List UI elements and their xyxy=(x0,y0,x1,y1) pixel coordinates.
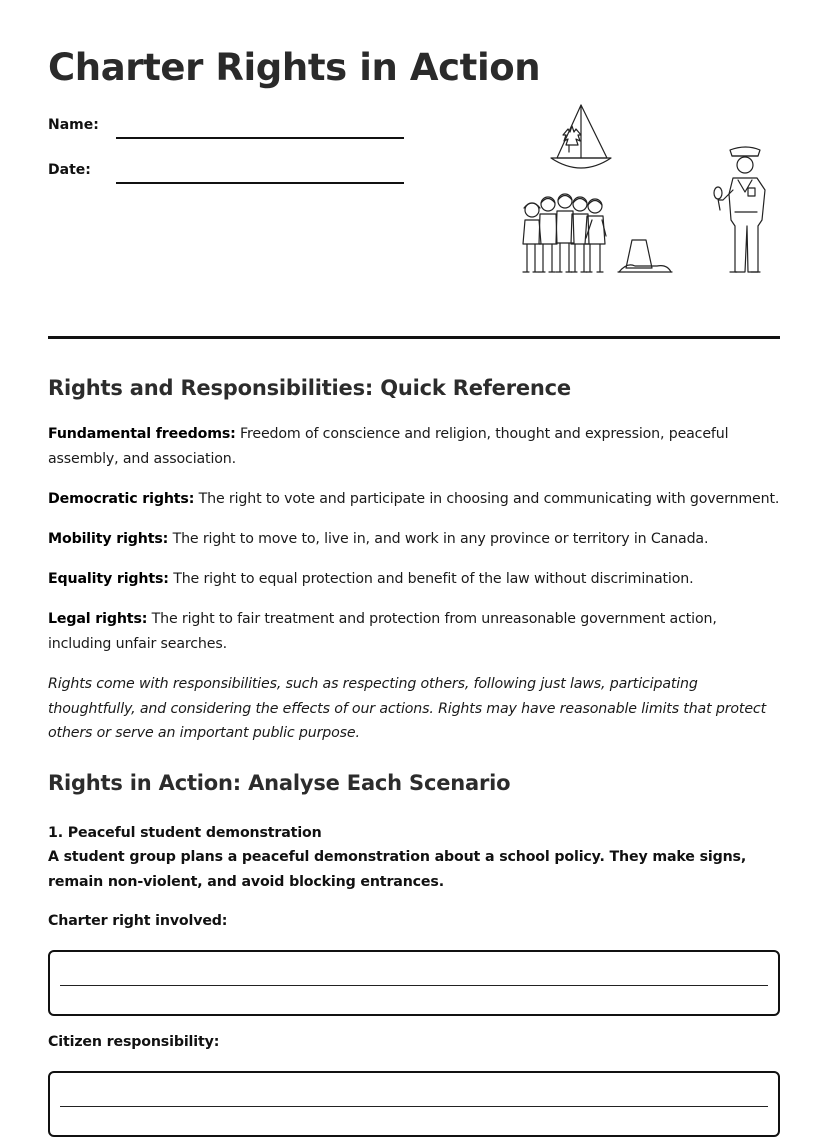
right-mobility xyxy=(48,527,780,552)
citizen-responsibility-prompt: Citizen responsibility: xyxy=(48,1034,220,1050)
charter-right-prompt: Charter right involved: xyxy=(48,913,228,929)
right-description: The right to move to, live in, and work in any province or territory in Canada. xyxy=(168,531,709,547)
right-term: Democratic rights: xyxy=(48,491,195,507)
charter-right-answer-box[interactable] xyxy=(48,950,780,1016)
quick-reference-heading: Rights and Responsibilities: Quick Reference xyxy=(48,376,571,400)
charter-illustration xyxy=(520,100,770,280)
section-divider xyxy=(48,336,780,339)
name-field xyxy=(48,117,408,139)
date-input-line[interactable] xyxy=(116,182,404,184)
scenario-description: A student group plans a peaceful demonstration about a school policy. They make signs, remain non-violent, and avoid blocking entrances. xyxy=(48,849,747,890)
scenarios-heading: Rights in Action: Analyse Each Scenario xyxy=(48,771,511,795)
right-description: Freedom of conscience and religion, thought and expression, peaceful assembly, and association. xyxy=(48,426,729,467)
right-equality xyxy=(48,567,780,592)
right-term: Fundamental freedoms: xyxy=(48,426,236,442)
date-field xyxy=(48,162,408,184)
name-label: Name: xyxy=(48,117,99,133)
right-description: The right to fair treatment and protection from unreasonable government action, including unfair searches. xyxy=(48,611,717,652)
right-description: The right to vote and participate in choosing and communicating with government. xyxy=(194,491,780,507)
scenario-title: 1. Peaceful student demonstration xyxy=(48,825,322,841)
responsibilities-note: Rights come with responsibilities, such as respecting others, following just laws, participating thoughtfully, and considering the effects of our actions. Rights may have reasonable limits that protect others or serve an important public purpose. xyxy=(48,676,766,741)
right-term: Equality rights: xyxy=(48,571,169,587)
right-fundamental-freedoms xyxy=(48,422,780,471)
right-term: Legal rights: xyxy=(48,611,148,627)
writing-line xyxy=(60,1106,768,1107)
scales-with-maple-leaf-icon xyxy=(551,105,611,168)
citizen-responsibility-answer-box[interactable] xyxy=(48,1071,780,1137)
right-legal xyxy=(48,607,780,656)
police-officer-icon xyxy=(714,147,765,272)
right-term: Mobility rights: xyxy=(48,531,169,547)
writing-line xyxy=(60,985,768,986)
right-description: The right to equal protection and benefit of the law without discrimination. xyxy=(168,571,694,587)
date-label: Date: xyxy=(48,162,91,178)
name-input-line[interactable] xyxy=(116,137,404,139)
microphone-stand-icon xyxy=(618,240,672,272)
group-of-students-icon xyxy=(523,194,606,272)
page-title: Charter Rights in Action xyxy=(48,46,541,89)
right-democratic xyxy=(48,487,780,512)
